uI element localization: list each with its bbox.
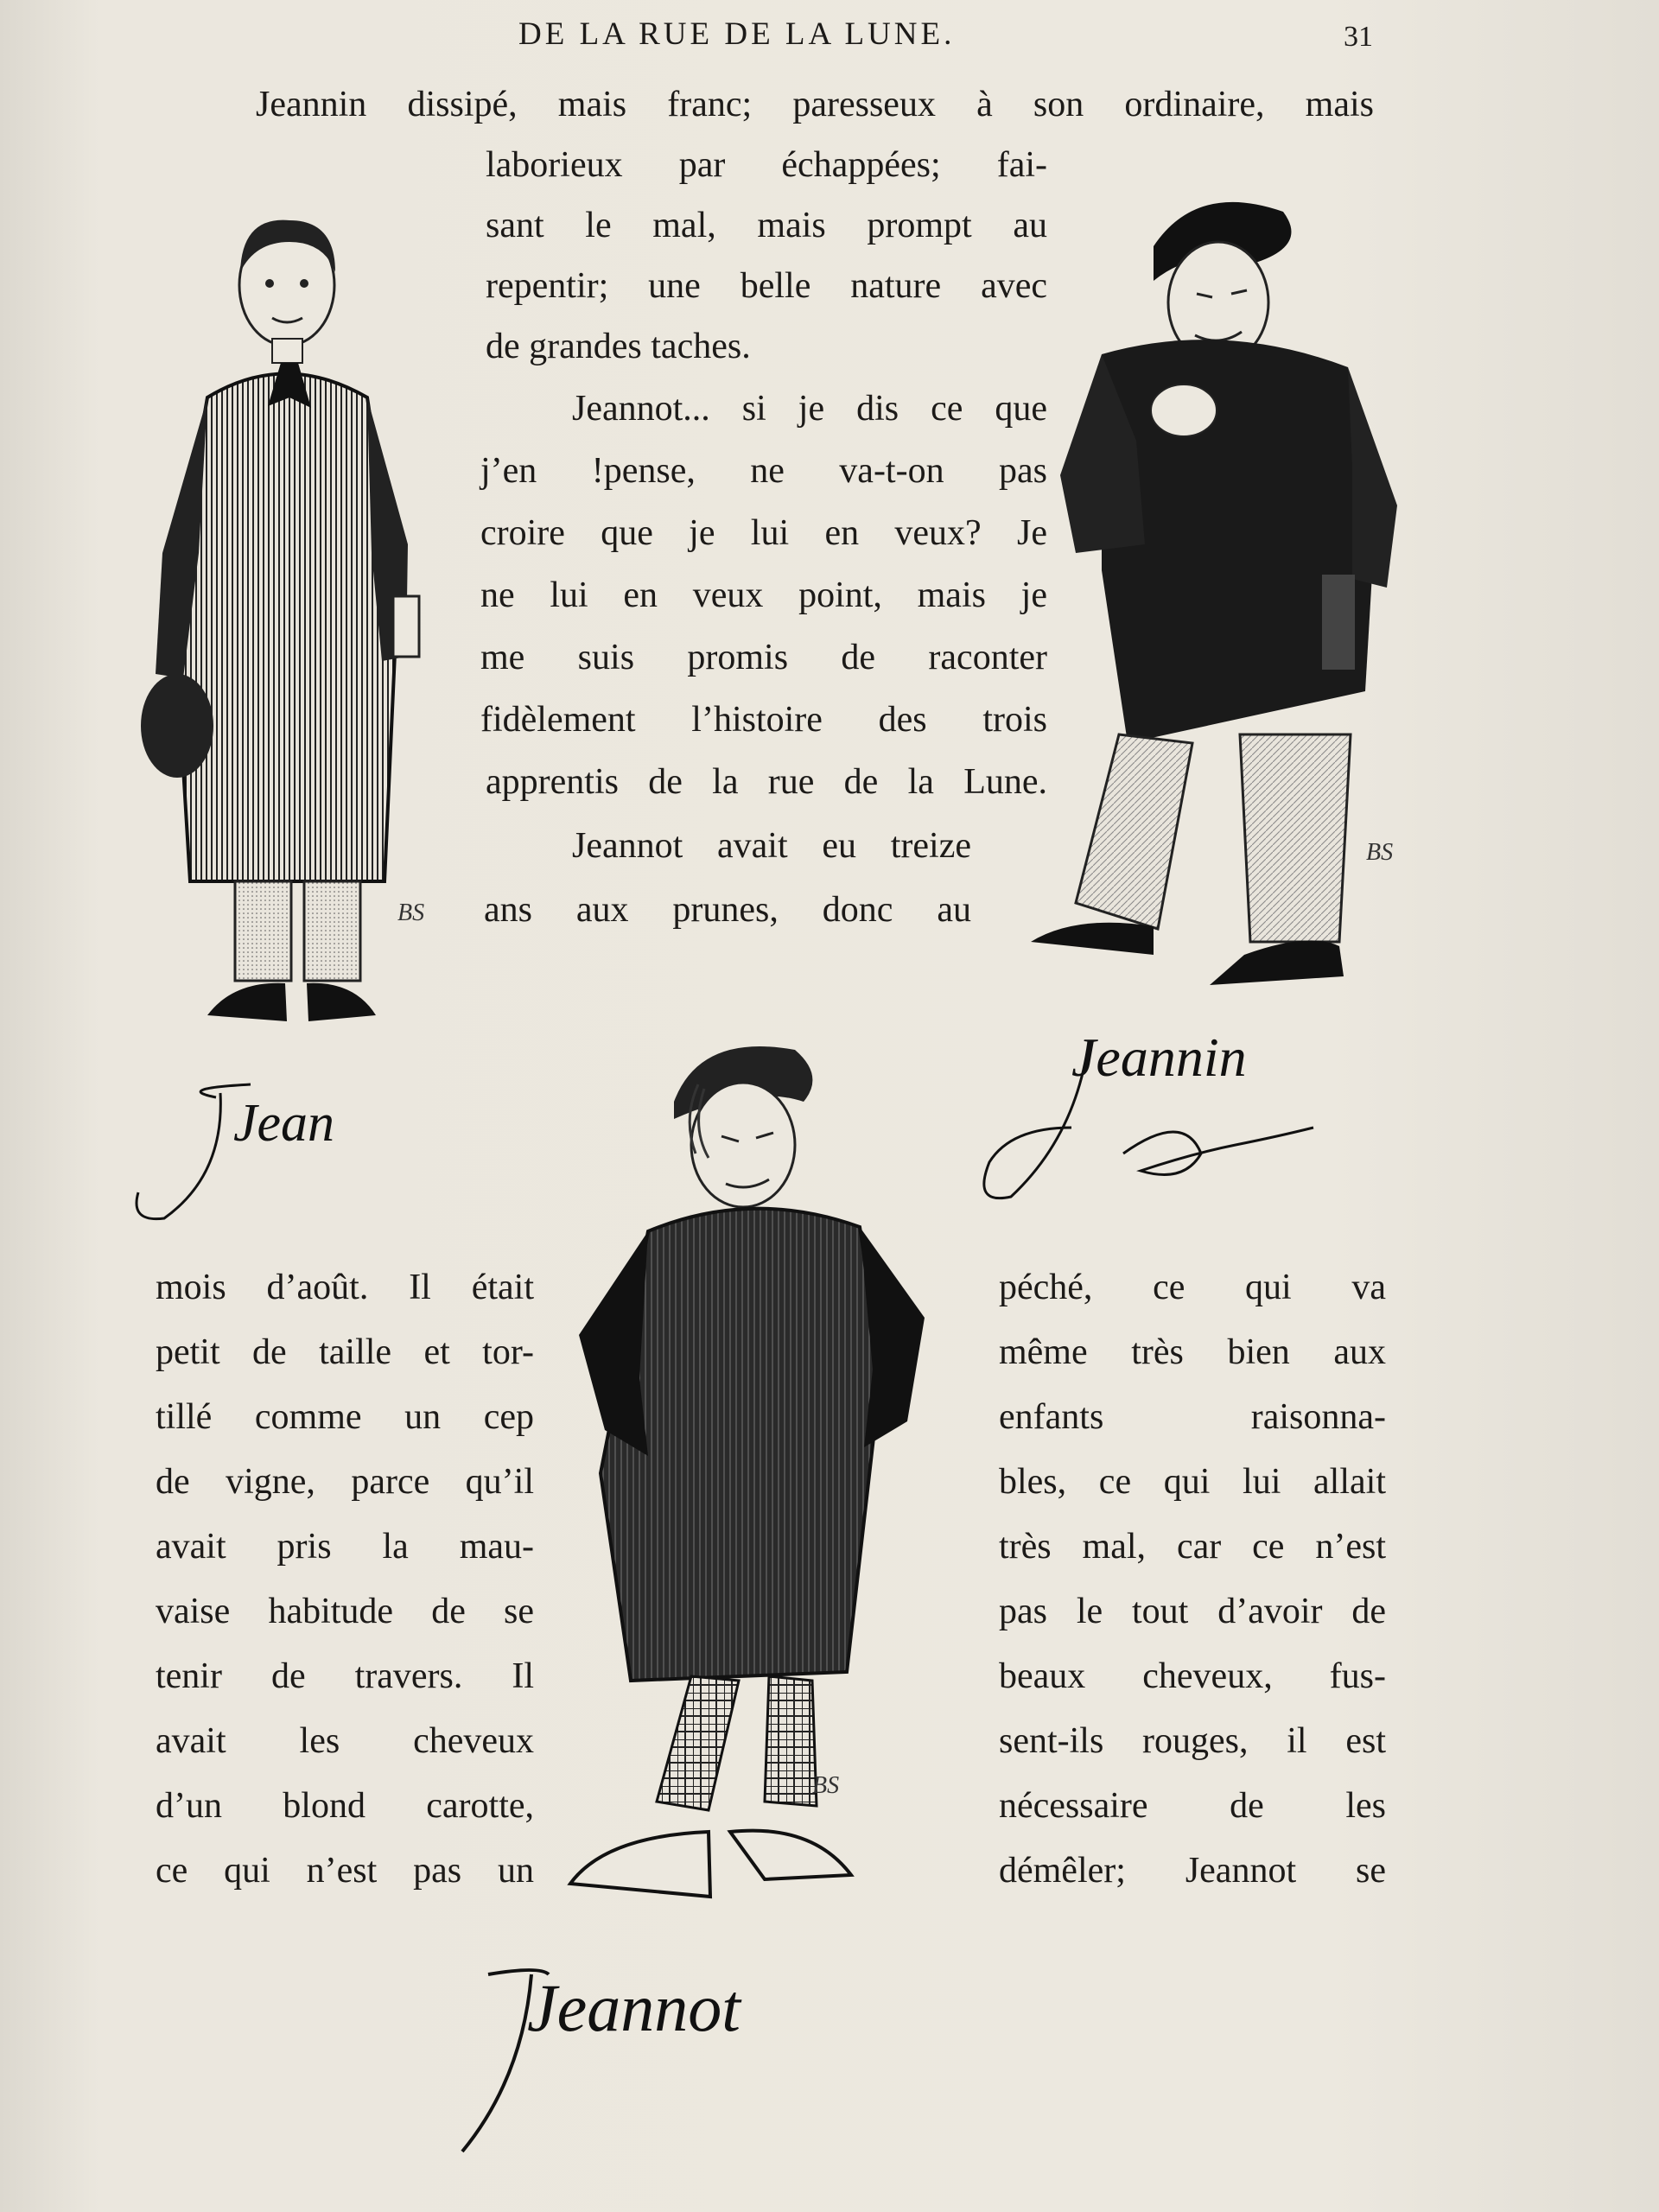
boy-jeannot-illustration <box>553 1024 950 1914</box>
text-line: péché, ce qui va <box>999 1268 1386 1307</box>
text-line: Jeannot... si je dis ce que <box>572 389 1047 429</box>
text-line: tillé comme un cep <box>156 1397 534 1437</box>
text-line: vaise habitude de se <box>156 1592 534 1631</box>
text-line: d’un blond carotte, <box>156 1786 534 1826</box>
text-line: pas le tout d’avoir de <box>999 1592 1386 1631</box>
text-line: très mal, car ce n’est <box>999 1527 1386 1567</box>
text-line: me suis promis de raconter <box>480 638 1047 677</box>
text-line: nécessaire de les <box>999 1786 1386 1826</box>
text-line: de vigne, parce qu’il <box>156 1462 534 1502</box>
artist-monogram: BS <box>397 899 425 926</box>
text-line: même très bien aux <box>999 1332 1386 1372</box>
text-line: bles, ce qui lui allait <box>999 1462 1386 1502</box>
text-line: démêler; Jeannot se <box>999 1851 1386 1891</box>
text-line: beaux cheveux, fus- <box>999 1656 1386 1696</box>
boy-jean-illustration <box>138 190 449 1037</box>
text-line: fidèlement l’histoire des trois <box>480 700 1047 740</box>
running-header: DE LA RUE DE LA LUNE. <box>518 16 956 52</box>
boy-jeannin-illustration <box>1024 181 1417 1002</box>
signature-jean <box>121 1071 397 1244</box>
text-line: sant le mal, mais prompt au <box>486 206 1047 245</box>
svg-text:Jeannin: Jeannin <box>1071 1027 1247 1088</box>
text-line: tenir de travers. Il <box>156 1656 534 1696</box>
artist-monogram: BS <box>812 1772 840 1799</box>
svg-text:Jean: Jean <box>233 1094 335 1153</box>
text-line: avait pris la mau- <box>156 1527 534 1567</box>
text-line: enfants raisonna- <box>999 1397 1386 1437</box>
text-line: petit de taille et tor- <box>156 1332 534 1372</box>
text-line: ce qui n’est pas un <box>156 1851 534 1891</box>
text-line: ne lui en veux point, mais je <box>480 575 1047 615</box>
text-line: repentir; une belle nature avec <box>486 266 1047 306</box>
text-line: ans aux prunes, donc au <box>484 890 971 930</box>
text-line: Jeannin dissipé, mais franc; paresseux à son ordinaire, mais <box>256 85 1374 124</box>
text-line: Jeannot avait eu treize <box>572 826 971 866</box>
text-line: sent-ils rouges, il est <box>999 1721 1386 1761</box>
page-number: 31 <box>1344 21 1373 53</box>
svg-text:Jeannot: Jeannot <box>527 1970 741 2045</box>
text-line: de grandes taches. <box>486 327 751 366</box>
text-line: j’en !pense, ne va-t-on pas <box>480 451 1047 491</box>
text-line: apprentis de la rue de la Lune. <box>486 762 1047 802</box>
text-line: mois d’août. Il était <box>156 1268 534 1307</box>
artist-monogram: BS <box>1366 839 1394 866</box>
text-line: avait les cheveux <box>156 1721 534 1761</box>
signature-jeannot <box>436 1940 989 2173</box>
text-line: laborieux par échappées; fai- <box>486 145 1047 185</box>
text-line: croire que je lui en veux? Je <box>480 513 1047 553</box>
signature-jeannin <box>976 1024 1408 1223</box>
